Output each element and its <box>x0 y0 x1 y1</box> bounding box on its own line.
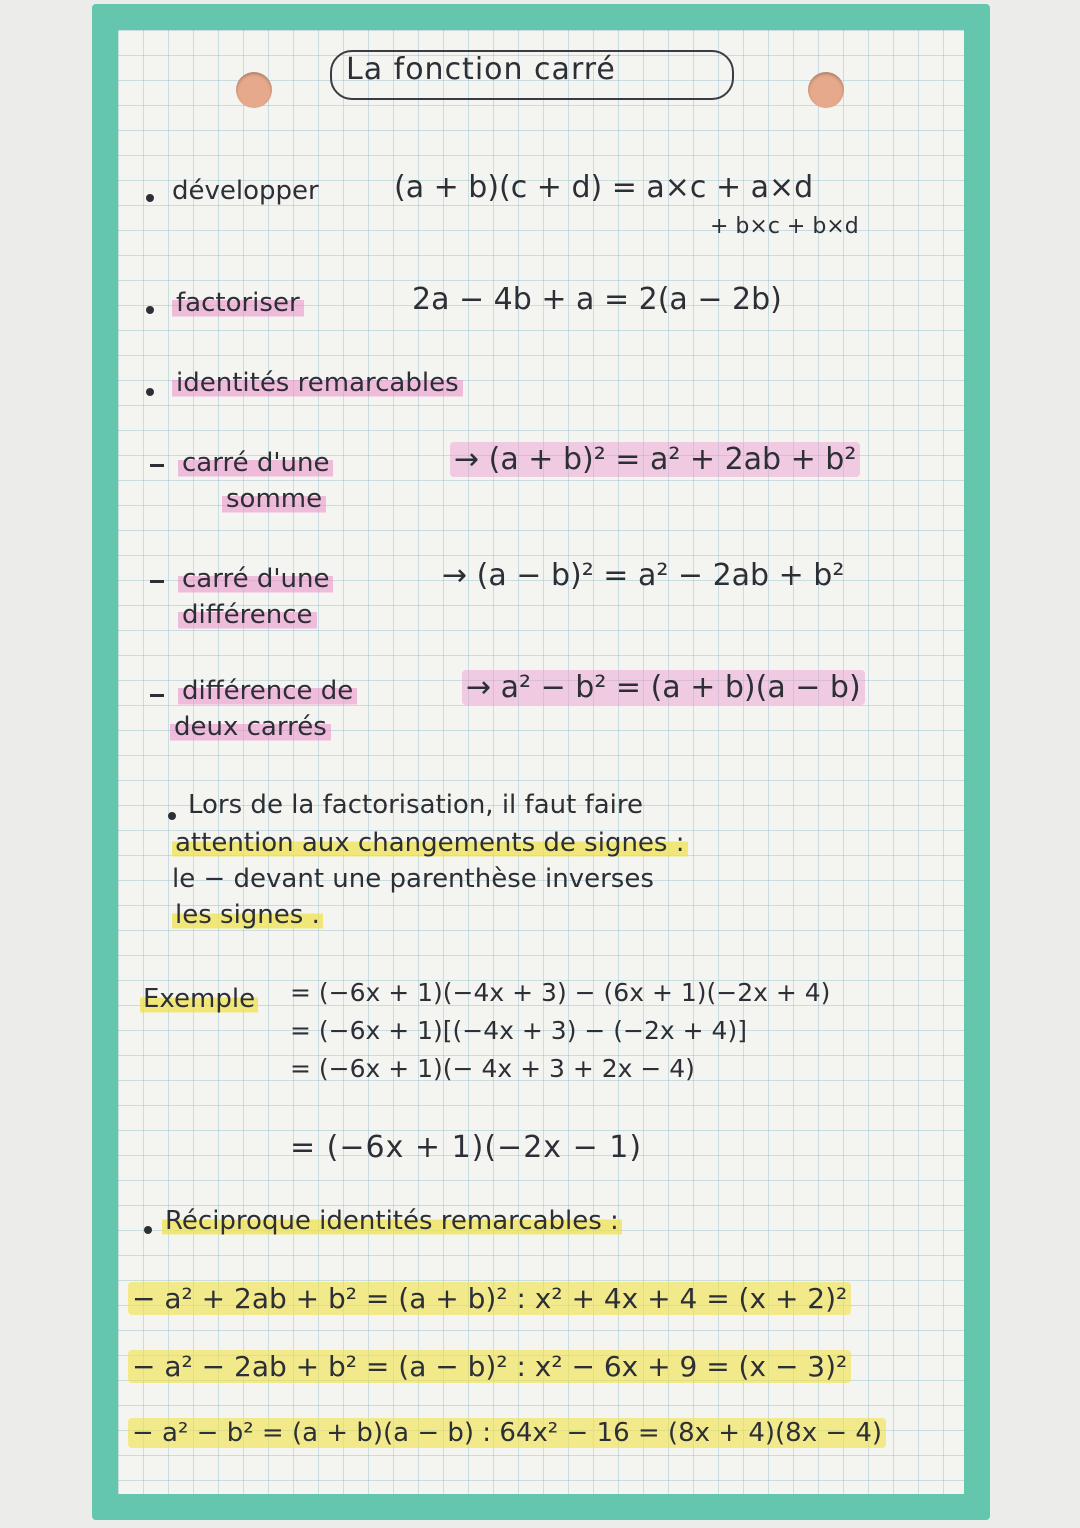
example-line-3: = (−6x + 1)(− 4x + 3 + 2x − 4) <box>290 1054 695 1083</box>
identity-3-label-l1 <box>178 676 357 706</box>
label-identites <box>172 368 463 398</box>
identity-2-formula: → (a − b)² = a² − 2ab + b² <box>442 558 845 593</box>
note-line-1: Lors de la factorisation, il faut faire <box>188 790 643 820</box>
identity-1-label-l2-text: somme <box>222 484 326 514</box>
example-line-4: = (−6x + 1)(−2x − 1) <box>290 1130 643 1165</box>
identity-2-label-l1 <box>178 564 333 594</box>
note-line-2 <box>172 828 688 858</box>
bullet-dot <box>146 194 154 202</box>
reciprocal-title <box>162 1206 622 1236</box>
punch-hole-right <box>808 72 844 108</box>
bullet-dot <box>144 1226 152 1234</box>
reciprocal-line-2 <box>128 1350 851 1383</box>
identity-3-label-l2-text: deux carrés <box>170 712 331 742</box>
identity-3-label-l2 <box>170 712 331 742</box>
reciprocal-line-3 <box>128 1418 886 1448</box>
dash-marker <box>150 580 164 583</box>
bullet-dot <box>168 812 176 820</box>
identity-3-formula <box>462 670 865 705</box>
reciprocal-line-3-text: − a² − b² = (a + b)(a − b) : 64x² − 16 = (8x + 4)(8x − 4) <box>128 1418 886 1448</box>
identity-1-formula-text: → (a + b)² = a² + 2ab + b² <box>450 442 860 477</box>
reciprocal-title-text: Réciproque identités remarcables : <box>162 1206 622 1236</box>
formula-developper-cont: + b×c + b×d <box>710 214 859 239</box>
identity-3-formula-text: → a² − b² = (a + b)(a − b) <box>462 670 865 705</box>
formula-developper: (a + b)(c + d) = a×c + a×d <box>394 170 814 205</box>
identity-1-label-l1 <box>178 448 333 478</box>
identity-3-label-l1-text: différence de <box>178 676 357 706</box>
punch-hole-left <box>236 72 272 108</box>
dash-marker <box>150 694 164 697</box>
example-label <box>140 984 258 1014</box>
formula-factoriser: 2a − 4b + a = 2(a − 2b) <box>412 282 782 317</box>
example-line-2: = (−6x + 1)[(−4x + 3) − (−2x + 4)] <box>290 1016 747 1045</box>
note-line-4 <box>172 900 323 930</box>
example-line-1: = (−6x + 1)(−4x + 3) − (6x + 1)(−2x + 4) <box>290 978 831 1007</box>
identity-2-label-l2 <box>178 600 317 630</box>
identity-2-label-l1-text: carré d'une <box>178 564 333 594</box>
identity-2-label-l2-text: différence <box>178 600 317 630</box>
bullet-dot <box>146 388 154 396</box>
reciprocal-line-2-text: − a² − 2ab + b² = (a − b)² : x² − 6x + 9 = (x − 3)² <box>128 1350 851 1383</box>
reciprocal-line-1-text: − a² + 2ab + b² = (a + b)² : x² + 4x + 4 = (x + 2)² <box>128 1282 851 1315</box>
label-factoriser <box>172 288 304 318</box>
note-line-4-text: les signes . <box>172 900 323 930</box>
label-identites-text: identités remarcables <box>172 368 463 398</box>
example-label-text: Exemple <box>140 984 258 1014</box>
bullet-dot <box>146 306 154 314</box>
note-line-3: le − devant une parenthèse inverses <box>172 864 654 894</box>
identity-1-label-l2 <box>222 484 326 514</box>
label-developper: développer <box>172 176 319 206</box>
identity-1-label-l1-text: carré d'une <box>178 448 333 478</box>
label-factoriser-text: factoriser <box>172 288 304 318</box>
dash-marker <box>150 464 164 467</box>
identity-1-formula <box>450 442 860 477</box>
reciprocal-line-1 <box>128 1282 851 1315</box>
page-title: La fonction carré <box>346 52 616 87</box>
note-line-2-text: attention aux changements de signes : <box>172 828 688 858</box>
